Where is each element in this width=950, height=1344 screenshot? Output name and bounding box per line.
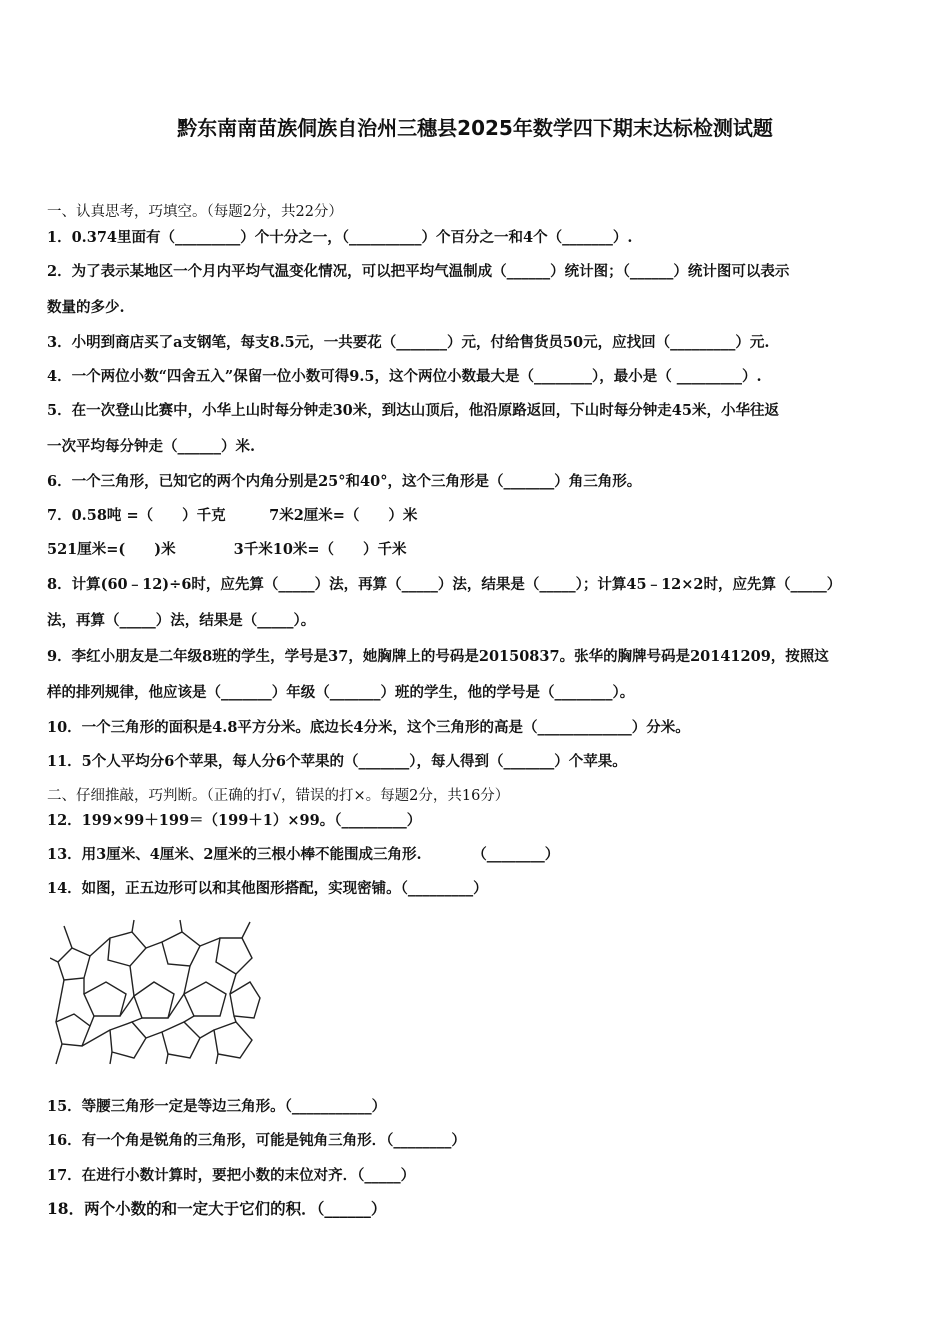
question-15: 15．等腰三角形一定是等边三角形。（___________）	[47, 1098, 387, 1115]
section-2-heading: 二、仔细推敲，巧判断。（正确的打√，错误的打×。每题2分，共16分）	[47, 788, 510, 804]
question-7-line-1: 7．0.58吨 =（ ）千克 7米2厘米=（ ）米	[47, 507, 418, 524]
question-5-line-1: 5．在一次登山比赛中，小华上山时每分钟走30米，到达山顶后，他沿原路返回，下山时每分钟走45米，小华往返	[47, 402, 779, 419]
question-8-line-2: 法，再算（_____）法，结果是（_____）。	[47, 612, 316, 629]
question-11: 11．5个人平均分6个苹果，每人分6个苹果的（_______），每人得到（_______）个苹果。	[47, 753, 627, 770]
question-6: 6．一个三角形，已知它的两个内角分别是25°和40°，这个三角形是（_______）角三角形。	[47, 473, 642, 490]
question-9-line-2: 样的排列规律，他应该是（_______）年级（_______）班的学生，他的学号是（________）。	[47, 684, 635, 701]
question-18: 18．两个小数的和一定大于它们的积．（______）	[47, 1199, 387, 1218]
page-title: 黔东南南苗族侗族自治州三穗县2025年数学四下期末达标检测试题	[177, 116, 773, 140]
question-8-line-1: 8．计算(60﹣12)÷6时，应先算（_____）法，再算（_____）法，结果是（_____）；计算45﹣12×2时，应先算（_____）	[47, 576, 842, 593]
question-17: 17．在进行小数计算时，要把小数的末位对齐．（_____）	[47, 1167, 416, 1184]
question-2-line-2: 数量的多少.	[47, 299, 125, 316]
question-10: 10．一个三角形的面积是4.8平方分米。底边长4分米，这个三角形的高是（_____________）分米。	[47, 719, 690, 736]
question-16: 16．有一个角是锐角的三角形，可能是钝角三角形．（________）	[47, 1132, 466, 1149]
question-7-line-2: 521厘米=( )米 3千米10米=（ ）千米	[47, 541, 407, 558]
question-5-line-2: 一次平均每分钟走（______）米.	[47, 438, 256, 455]
question-14: 14．如图，正五边形可以和其他图形搭配，实现密铺。（_________）	[47, 880, 488, 897]
question-12: 12．199×99＋199＝（199＋1）×99。（_________）	[47, 812, 422, 829]
section-1-heading: 一、认真思考，巧填空。（每题2分，共22分）	[47, 204, 343, 220]
question-2-line-1: 2．为了表示某地区一个月内平均气温变化情况，可以把平均气温制成（______）统计图；（______）统计图可以表示	[47, 263, 790, 280]
pentagon-tessellation-figure	[50, 918, 262, 1066]
question-13: 13．用3厘米、4厘米、2厘米的三根小棒不能围成三角形. （________）	[47, 846, 560, 863]
question-1: 1．0.374里面有（_________）个十分之一，（__________）个百分之一和4个（_______）.	[47, 229, 633, 246]
question-9-line-1: 9．李红小朋友是二年级8班的学生，学号是37，她胸牌上的号码是20150837。张华的胸牌号码是20141209，按照这	[47, 648, 829, 665]
question-3: 3．小明到商店买了a支钢笔，每支8.5元，一共要花（_______）元，付给售货员50元，应找回（_________）元.	[47, 334, 770, 351]
question-4: 4．一个两位小数“四舍五入”保留一位小数可得9.5，这个两位小数最大是（________），最小是（ _________）.	[47, 368, 762, 385]
